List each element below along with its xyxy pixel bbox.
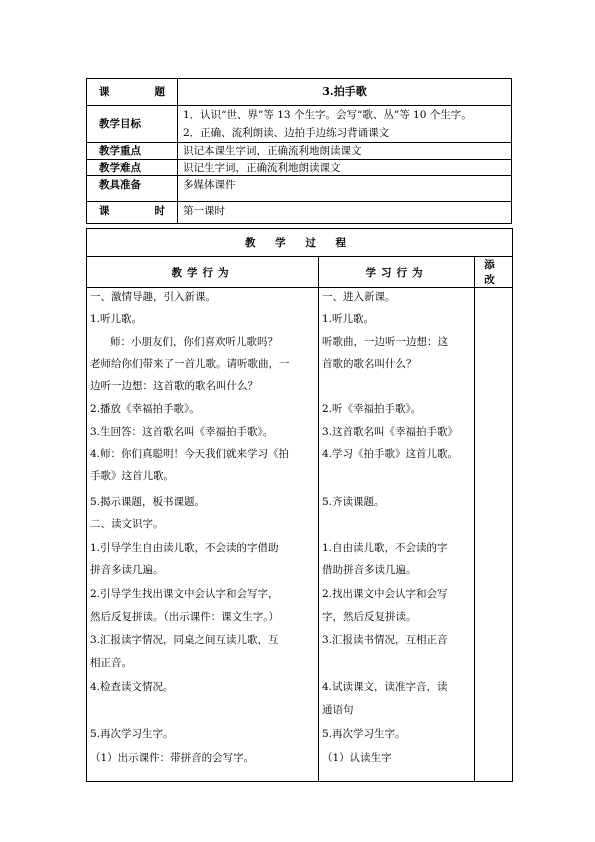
teacher-line: 师：小朋友们，你们喜欢听儿歌吗？ (110, 336, 278, 348)
teacher-line: 1.引导学生自由读儿歌，不会读的字借助 (90, 542, 279, 554)
teacher-line: 手歌》这首儿歌。 (90, 470, 174, 482)
column-header-row (87, 257, 513, 288)
topic-row (87, 79, 512, 106)
student-line: 2.找出课文中会认字和会写 (322, 588, 448, 600)
teacher-line: （1）出示课件：带拼音的会写字。 (90, 752, 255, 764)
period-value: 第一课时 (178, 202, 512, 224)
teacher-line: 5.再次学习生字。 (90, 728, 174, 740)
student-line: 首歌的歌名叫什么？ (322, 358, 417, 370)
key-points-label: 教学重点 (87, 143, 178, 160)
teacher-line: 3.生回答：这首歌名叫《幸福拍手歌》。 (90, 426, 274, 438)
teacher-line: 3.汇报读字情况，同桌之间互读儿歌，互 (90, 634, 279, 646)
period-row (87, 202, 512, 224)
student-actions-cell (319, 288, 475, 782)
student-line: 一、进入新课。 (322, 291, 396, 303)
process-banner-row (87, 229, 513, 257)
teacher-line: 二、读文识字。 (90, 518, 164, 530)
teacher-column-header: 教学行为 (87, 257, 319, 288)
teacher-actions-cell (87, 288, 319, 782)
materials-label: 教具准备 (87, 176, 178, 202)
process-banner: 教 学 过 程 (87, 229, 513, 257)
notes-cell (475, 288, 513, 782)
student-line: 通语句 (322, 704, 354, 716)
difficulties-row (87, 160, 512, 176)
lesson-info-table (86, 78, 512, 224)
student-line: 字，然后反复拼读。 (322, 611, 417, 623)
student-line: 3.汇报读书情况，互相正音 (322, 634, 448, 646)
lesson-title: 3.拍手歌 (178, 79, 512, 106)
student-line: 4.试读课文，读准字音，读 (322, 681, 448, 693)
student-line: 5.再次学习生字。 (322, 728, 406, 740)
goals-label: 教学目标 (87, 106, 178, 143)
teacher-line: 老师给你们带来了一首儿歌。请听歌曲，一 (90, 358, 290, 370)
teaching-process-table (86, 228, 513, 782)
student-line: （1）认读生字 (322, 752, 392, 764)
student-line: 3.这首歌名叫《幸福拍手歌》 (322, 426, 459, 438)
period-label: 课 时 (87, 202, 178, 224)
teacher-line: 2.播放《幸福拍手歌》。 (90, 403, 200, 415)
student-line: 借助拼音多读几遍。 (322, 564, 417, 576)
teacher-line: 1.听儿歌。 (90, 313, 143, 325)
teacher-line: 4.检查读文情况。 (90, 681, 174, 693)
key-points-row (87, 143, 512, 160)
teacher-line: 2.引导学生找出课文中会认字和会写字， (90, 588, 279, 600)
student-line: 4.学习《拍手歌》这首儿歌。 (322, 448, 459, 460)
teacher-line: 相正音。 (90, 657, 132, 669)
teacher-line: 然后反复拼读。（出示课件：课文生字。） (90, 611, 279, 623)
notes-column-header: 添改 (475, 257, 513, 288)
materials-row (87, 176, 512, 202)
student-line: 1.自由读儿歌，不会读的字 (322, 542, 448, 554)
teacher-line: 一、激情导趣，引入新课。 (90, 291, 216, 303)
teacher-line: 边听一边想：这首歌的歌名叫什么？ (90, 380, 258, 392)
goals-cell (178, 106, 512, 143)
teacher-line: 拼音多读几遍。 (90, 564, 164, 576)
teacher-line: 5.揭示课题，板书课题。 (90, 496, 206, 508)
student-column-header: 学习行为 (319, 257, 475, 288)
difficulties-label: 教学难点 (87, 160, 178, 176)
difficulties-value: 识记生字词，正确流利地朗读课文 (178, 160, 512, 176)
goal-1: 1．认识“世、界”等 13 个生字。会写“歌、丛”等 10 个生字。 (183, 109, 472, 121)
materials-value: 多媒体课件 (178, 176, 512, 202)
process-body-row (87, 288, 513, 782)
student-line: 5.齐读课题。 (322, 496, 385, 508)
student-line: 1.听儿歌。 (322, 313, 375, 325)
goals-row (87, 106, 512, 143)
topic-label: 课 题 (87, 79, 178, 106)
teacher-line: 4.师：你们真聪明！今天我们就来学习《拍 (90, 448, 290, 460)
student-line: 听歌曲，一边听一边想：这 (322, 336, 448, 348)
key-points-value: 识记本课生字词，正确流利地朗读课文 (178, 143, 512, 160)
student-line: 2.听《幸福拍手歌》。 (322, 403, 422, 415)
goal-2: 2．正确、流利朗读、边拍手边练习背诵课文 (183, 127, 390, 139)
